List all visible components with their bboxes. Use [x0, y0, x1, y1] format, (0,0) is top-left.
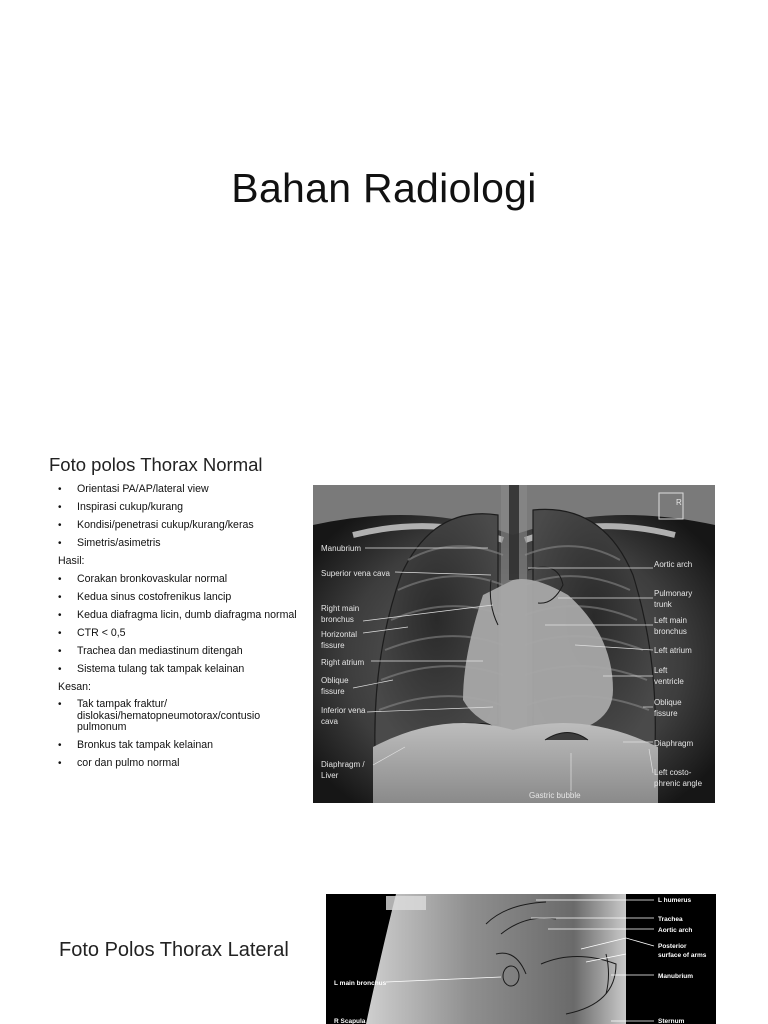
list-item: • Kedua sinus costofrenikus lancip — [58, 592, 298, 604]
thorax-lateral-slide — [0, 880, 768, 1024]
list-item: • Kedua diafragma licin, dumb diafragma normal — [58, 610, 298, 622]
label-left-main-bronchus: Left main — [654, 616, 687, 625]
section-label: Kesan: — [58, 680, 91, 693]
label-costophrenic-angle: Left costo- — [654, 768, 692, 777]
label-right-atrium: Right atrium — [321, 658, 365, 667]
label-pulmonary-trunk-2: trunk — [654, 600, 672, 609]
label-left-main-bronchus-2: bronchus — [654, 627, 687, 636]
label-gastric-bubble: Gastric bubble — [529, 791, 581, 800]
findings-list — [58, 484, 298, 776]
thorax-normal-slide — [0, 440, 768, 840]
lateral-chest-xray — [326, 894, 716, 1024]
label-trachea: Trachea — [658, 916, 683, 923]
label-inferior-vena-cava-2: cava — [321, 717, 338, 726]
section-label: Hasil: — [58, 555, 85, 567]
label-right-main-bronchus-2: bronchus — [321, 615, 354, 624]
label-oblique-fissure-left: Oblique — [654, 698, 682, 707]
title-slide — [0, 0, 768, 410]
side-marker: R — [676, 498, 682, 507]
label-left-atrium: Left atrium — [654, 646, 692, 655]
label-costophrenic-angle-2: phrenic angle — [654, 779, 703, 788]
list-item: • Kondisi/penetrasi cukup/kurang/keras — [58, 520, 298, 532]
list-item: • Inspirasi cukup/kurang — [58, 502, 298, 514]
frontal-chest-xray — [313, 485, 715, 803]
list-item: • Simetris/asimetris — [58, 538, 298, 550]
label-posterior-surface-2: surface of arms — [658, 952, 707, 959]
list-item: • Tak tampak fraktur/ dislokasi/hematopneumotorax/contusio pulmonum — [58, 699, 298, 734]
label-manubrium: Manubrium — [658, 973, 694, 980]
label-diaphragm: Diaphragm — [654, 739, 694, 748]
list-item: • Bronkus tak tampak kelainan — [58, 740, 298, 752]
label-manubrium: Manubrium — [321, 544, 362, 553]
slide-heading: Foto Polos Thorax Lateral — [59, 939, 289, 961]
slide-title: Bahan Radiologi — [231, 165, 537, 211]
label-aortic-arch: Aortic arch — [658, 927, 693, 934]
label-oblique-fissure-left-2: fissure — [654, 709, 678, 718]
label-l-humerus: L humerus — [658, 897, 692, 904]
list-item: • Sistema tulang tak tampak kelainan — [58, 664, 298, 676]
label-pulmonary-trunk: Pulmonary — [654, 589, 693, 598]
label-left-ventricle: Left — [654, 666, 668, 675]
list-item: • CTR < 0,5 — [58, 628, 298, 640]
list-item: • Trachea dan mediastinum ditengah — [58, 646, 298, 658]
label-superior-vena-cava: Superior vena cava — [321, 569, 390, 578]
label-r-scapula: R Scapula — [334, 1018, 366, 1024]
slide-heading: Foto polos Thorax Normal — [49, 454, 263, 475]
label-inferior-vena-cava: Inferior vena — [321, 706, 366, 715]
list-item: • Orientasi PA/AP/lateral view — [58, 484, 298, 496]
label-diaphragm-liver: Diaphragm / — [321, 760, 365, 769]
label-oblique-fissure-right-2: fissure — [321, 687, 345, 696]
label-right-main-bronchus: Right main — [321, 604, 360, 613]
label-horizontal-fissure-2: fissure — [321, 641, 345, 650]
label-posterior-surface: Posterior — [658, 943, 687, 950]
list-item: • cor dan pulmo normal — [58, 758, 298, 770]
label-diaphragm-liver-2: Liver — [321, 771, 339, 780]
label-aortic-arch: Aortic arch — [654, 560, 693, 569]
list-item: • Corakan bronkovaskular normal — [58, 574, 298, 586]
label-left-ventricle-2: ventricle — [654, 677, 684, 686]
label-oblique-fissure-right: Oblique — [321, 676, 349, 685]
label-l-main-bronchus: L main bronchus — [334, 980, 387, 987]
label-sternum: Sternum — [658, 1018, 685, 1024]
label-horizontal-fissure: Horizontal — [321, 630, 358, 639]
